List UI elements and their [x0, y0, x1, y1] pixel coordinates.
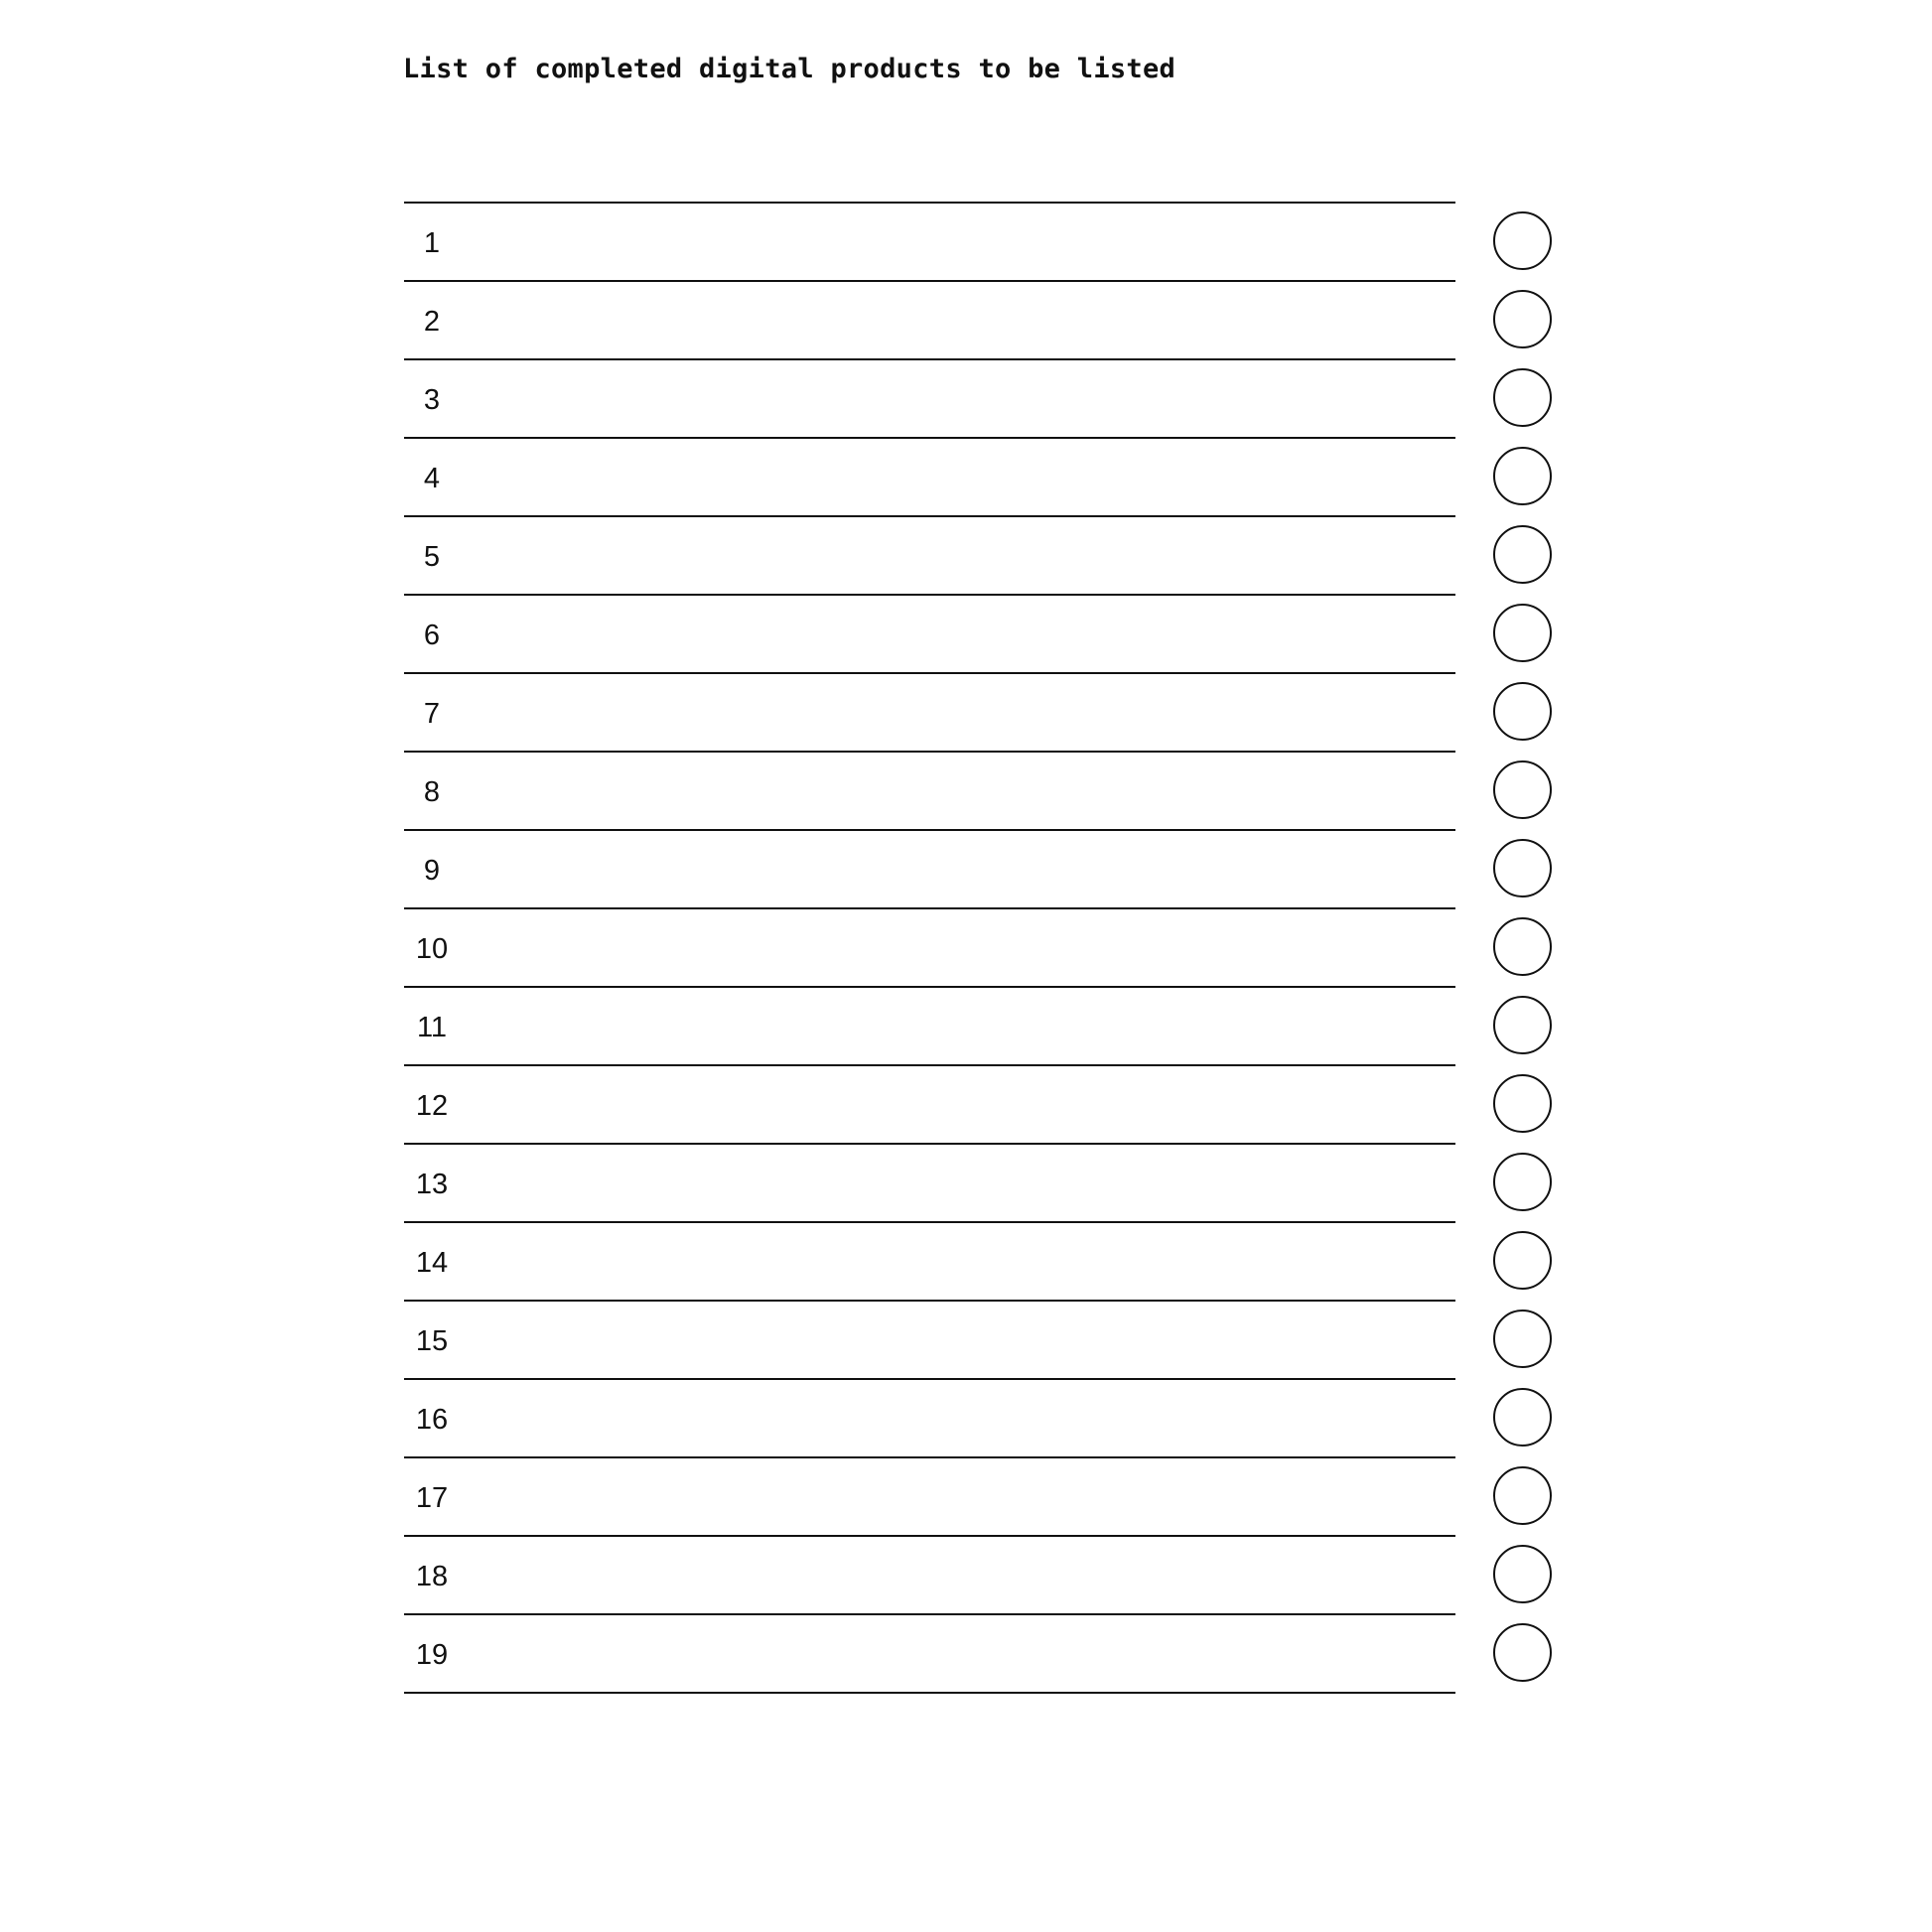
entry-line[interactable] — [404, 596, 1455, 674]
entry-line[interactable] — [404, 1223, 1455, 1302]
entry-line[interactable] — [404, 674, 1455, 753]
checklist-row — [404, 204, 1557, 282]
entry-line[interactable] — [404, 1380, 1455, 1458]
checklist-row — [404, 1537, 1557, 1615]
row-number: 17 — [415, 1482, 449, 1514]
entry-line[interactable] — [404, 1145, 1455, 1223]
entry-line[interactable] — [404, 988, 1455, 1066]
row-number: 11 — [416, 1012, 448, 1043]
completion-checkbox[interactable] — [1493, 1545, 1552, 1603]
checklist-row — [404, 831, 1557, 909]
entry-line[interactable] — [404, 360, 1455, 439]
entry-line[interactable] — [404, 1458, 1455, 1537]
row-number: 9 — [423, 855, 441, 887]
completion-checkbox[interactable] — [1493, 682, 1552, 741]
row-number: 4 — [423, 463, 441, 494]
row-number: 10 — [415, 933, 449, 965]
checklist-row — [404, 1223, 1557, 1302]
row-number: 13 — [415, 1169, 449, 1200]
checklist-row — [404, 596, 1557, 674]
entry-line[interactable] — [404, 282, 1455, 360]
entry-line[interactable] — [404, 1302, 1455, 1380]
row-number: 5 — [423, 541, 441, 573]
completion-checkbox[interactable] — [1493, 604, 1552, 662]
checklist-row — [404, 1615, 1557, 1694]
checklist-row — [404, 1145, 1557, 1223]
page-title: List of completed digital products to be listed — [403, 54, 1176, 84]
completion-checkbox[interactable] — [1493, 1388, 1552, 1447]
checklist-row — [404, 1458, 1557, 1537]
row-number: 12 — [415, 1090, 449, 1122]
row-number: 16 — [415, 1404, 449, 1436]
row-number: 7 — [423, 698, 441, 730]
completion-checkbox[interactable] — [1493, 1231, 1552, 1290]
completion-checkbox[interactable] — [1493, 760, 1552, 819]
completion-checkbox[interactable] — [1493, 525, 1552, 584]
entry-line[interactable] — [404, 1537, 1455, 1615]
entry-line[interactable] — [404, 753, 1455, 831]
completion-checkbox[interactable] — [1493, 839, 1552, 897]
checklist-row — [404, 909, 1557, 988]
entry-line[interactable] — [404, 204, 1455, 282]
checklist-row — [404, 674, 1557, 753]
row-number: 14 — [415, 1247, 449, 1279]
completion-checkbox[interactable] — [1493, 996, 1552, 1054]
checklist-row — [404, 1066, 1557, 1145]
row-number: 6 — [423, 620, 441, 651]
entry-line[interactable] — [404, 909, 1455, 988]
completion-checkbox[interactable] — [1493, 1466, 1552, 1525]
row-number: 8 — [423, 776, 441, 808]
checklist-row — [404, 1380, 1557, 1458]
row-number: 3 — [423, 384, 441, 416]
completion-checkbox[interactable] — [1493, 290, 1552, 348]
row-number: 18 — [415, 1561, 449, 1592]
entry-line[interactable] — [404, 1615, 1455, 1694]
checklist-row — [404, 439, 1557, 517]
completion-checkbox[interactable] — [1493, 1153, 1552, 1211]
row-number: 1 — [423, 227, 441, 259]
completion-checkbox[interactable] — [1493, 211, 1552, 270]
checklist-row — [404, 1302, 1557, 1380]
checklist-row — [404, 360, 1557, 439]
row-number: 19 — [415, 1639, 449, 1671]
row-number: 2 — [423, 306, 441, 338]
completion-checkbox[interactable] — [1493, 368, 1552, 427]
product-checklist — [404, 202, 1557, 1694]
checklist-row — [404, 988, 1557, 1066]
completion-checkbox[interactable] — [1493, 917, 1552, 976]
entry-line[interactable] — [404, 439, 1455, 517]
completion-checkbox[interactable] — [1493, 1310, 1552, 1368]
entry-line[interactable] — [404, 1066, 1455, 1145]
completion-checkbox[interactable] — [1493, 1074, 1552, 1133]
checklist-rows — [404, 204, 1557, 1694]
completion-checkbox[interactable] — [1493, 447, 1552, 505]
checklist-row — [404, 517, 1557, 596]
completion-checkbox[interactable] — [1493, 1623, 1552, 1682]
checklist-row — [404, 282, 1557, 360]
entry-line[interactable] — [404, 517, 1455, 596]
row-number: 15 — [415, 1325, 449, 1357]
entry-line[interactable] — [404, 831, 1455, 909]
checklist-row — [404, 753, 1557, 831]
